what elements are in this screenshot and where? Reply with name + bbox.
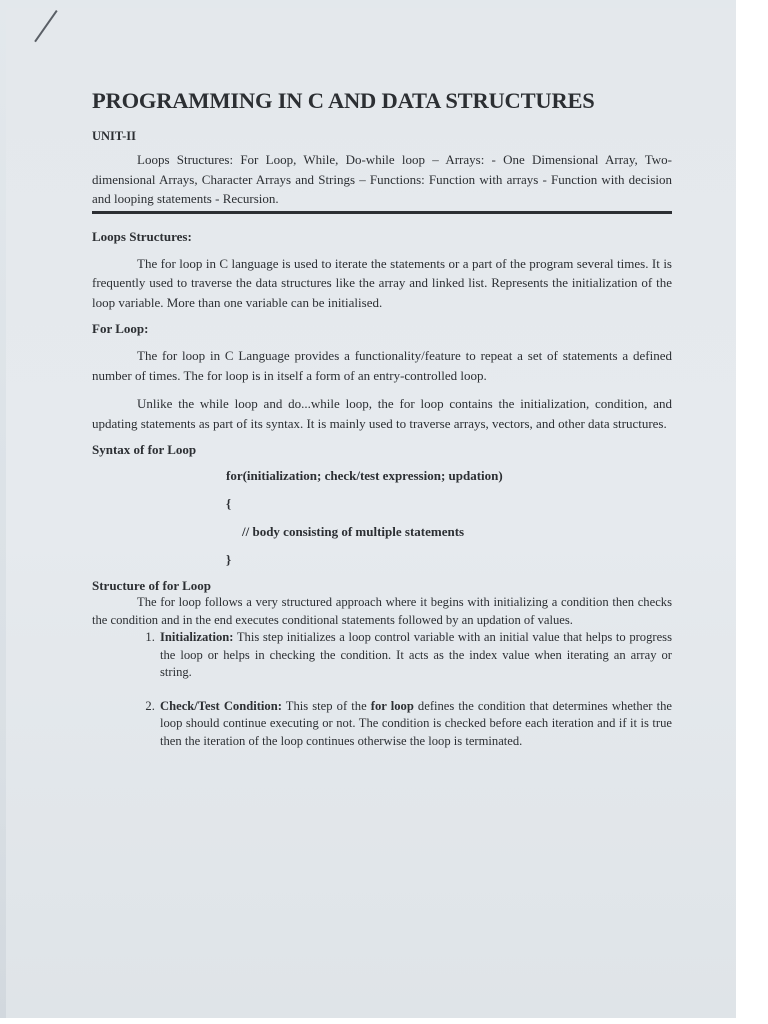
step-text: This step initializes a loop control variable with an initial value that helps to progress the loop or helps in checking the condition. It acts as the index value when iterating an array or string. xyxy=(160,630,672,679)
loops-heading: Loops Structures: xyxy=(92,228,192,244)
for-loop-paragraph-2: Unlike the while loop and do...while loop, the for loop contains the initialization, condition, and updating statements as part of its syntax. It is mainly used to traverse arrays, vectors, and other data structures. xyxy=(92,396,672,431)
syntax-line-3: // body consisting of multiple statements xyxy=(242,524,465,539)
unit-summary: Loops Structures: For Loop, While, Do-while loop – Arrays: - One Dimensional Array, Two-dimensional Arrays, Character Arrays and Strings – Functions: Function with arrays - Function with decision and looping statements - Recursion. xyxy=(92,150,672,214)
for-loop-paragraph-1: The for loop in C Language provides a functionality/feature to repeat a set of statements a defined number of times. The for loop is in itself a form of an entry-controlled loop. xyxy=(92,348,672,383)
syntax-line-1: for(initialization; check/test expression; updation) xyxy=(226,468,503,483)
document-title: PROGRAMMING IN C AND DATA STRUCTURES xyxy=(92,88,595,113)
step-label: Initialization: xyxy=(160,630,234,644)
loops-paragraph: The for loop in C language is used to iterate the statements or a part of the program several times. It is frequently used to traverse the data structures like the array and linked list. Represents the initialization of the loop variable. More than one variable can be initialised. xyxy=(92,255,672,310)
step-text-post: defines the condition that determines whether the loop should continue executing or not. The condition is checked before each iteration and if it is true then the iteration of the loop continues otherwise the loop is terminated. xyxy=(160,698,672,748)
margin-strip xyxy=(736,0,768,1024)
list-item xyxy=(158,698,672,751)
list-item xyxy=(158,629,672,682)
step-text-bold: for loop xyxy=(370,698,414,713)
for-loop-heading: For Loop: xyxy=(92,321,149,336)
structure-heading: Structure of for Loop xyxy=(92,578,212,593)
syntax-heading: Syntax of for Loop xyxy=(92,442,197,457)
step-text-pre: This step of the xyxy=(281,698,371,713)
unit-label: UNIT-II xyxy=(92,129,137,143)
document-content xyxy=(92,86,672,750)
structure-steps-list xyxy=(92,629,672,750)
step-label: Check/Test Condition: xyxy=(160,698,282,713)
bottom-margin-strip xyxy=(0,1018,768,1024)
syntax-line-4: } xyxy=(226,552,232,567)
structure-paragraph: The for loop follows a very structured approach where it begins with initializing a condition then checks the condition and in the end executes conditional statements followed by an updation of values. xyxy=(92,595,672,627)
syntax-line-2: { xyxy=(226,496,232,511)
